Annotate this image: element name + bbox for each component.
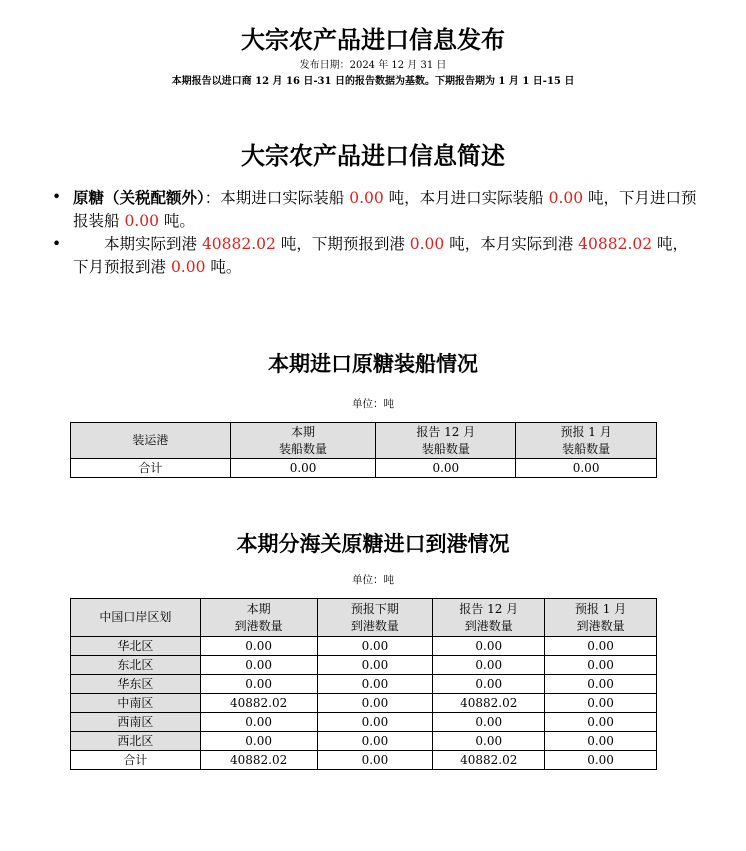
shipping-table [70,422,657,478]
header-report-month: 报告 12 月 装船数量 [376,423,516,459]
table-row [71,637,657,656]
table-header-row [71,423,657,459]
cell-value: 0.00 [200,656,317,675]
table-row-total [71,459,657,478]
cell-value: 0.00 [433,713,545,732]
cell-value: 0.00 [317,713,433,732]
table-header-row [71,599,657,637]
cell-value: 40882.02 [433,751,545,770]
summary-item-arrivals: • 本期实际到港 40882.02 吨，下期预报到港 0.00 吨，本月实际到港 40882.02 吨，下月预报到港 0.00 吨。 [52,233,702,279]
cell-value: 0.00 [545,713,657,732]
arrival-unit: 单位：吨 [352,574,394,586]
cell-value: 0.00 [545,637,657,656]
header-report-month: 报告 12 月 到港数量 [433,599,545,637]
row-label: 华东区 [71,675,201,694]
header-current-period: 本期 到港数量 [200,599,317,637]
header-region: 中国口岸区划 [71,599,201,637]
cell-value: 0.00 [200,732,317,751]
shipping-unit: 单位：吨 [352,398,394,410]
cell-value: 0.00 [317,694,433,713]
cell-value: 0.00 [545,656,657,675]
row-label: 华北区 [71,637,201,656]
cell-value: 0.00 [317,732,433,751]
cell-value: 40882.02 [200,694,317,713]
row-label: 东北区 [71,656,201,675]
value-shipped-month: 0.00 [548,189,584,207]
cell-value: 40882.02 [200,751,317,770]
value-arrived-month: 40882.02 [578,235,653,253]
cell-value: 0.00 [200,637,317,656]
summary-title: 大宗农产品进口信息简述 [241,142,505,170]
summary-item-label: 原糖（关税配额外） [73,188,205,207]
value-shipped-forecast: 0.00 [124,212,159,230]
row-label: 合计 [71,751,201,770]
cell-value: 0.00 [545,751,657,770]
report-period-notice: 本期报告以进口商 12 月 16 日-31 日的报告数据为基数。下期报告期为 1 月 1 日-15 日 [171,76,575,87]
row-label: 西南区 [71,713,201,732]
value-arrival-forecast-month: 0.00 [170,258,206,276]
header-forecast-month: 预报 1 月 到港数量 [545,599,657,637]
cell-value: 0.00 [433,675,545,694]
arrival-table [70,598,657,770]
header-forecast-month: 预报 1 月 装船数量 [516,423,657,459]
cell-value: 0.00 [545,732,657,751]
value-shipped-period: 0.00 [349,189,384,207]
value-arrival-forecast-next: 0.00 [409,235,445,253]
page-title: 大宗农产品进口信息发布 [241,26,505,54]
cell-value: 0.00 [433,732,545,751]
cell-value: 0.00 [317,751,433,770]
publish-date: 发布日期：2024 年 12 月 31 日 [299,60,447,71]
table-row [71,694,657,713]
table-row [71,713,657,732]
table-row-total [71,751,657,770]
row-label: 西北区 [71,732,201,751]
table-row [71,732,657,751]
summary-list [52,186,702,279]
cell-value: 0.00 [317,637,433,656]
cell-value: 0.00 [317,656,433,675]
value-arrived-period: 40882.02 [201,235,276,253]
cell-value: 0.00 [545,694,657,713]
cell-value: 0.00 [516,459,657,478]
shipping-section-title: 本期进口原糖装船情况 [268,352,478,376]
cell-value: 0.00 [433,656,545,675]
cell-value: 40882.02 [433,694,545,713]
cell-value: 0.00 [433,637,545,656]
cell-value: 0.00 [230,459,376,478]
header-current-period: 本期 装船数量 [230,423,376,459]
row-label: 合计 [71,459,231,478]
table-row [71,675,657,694]
cell-value: 0.00 [200,713,317,732]
header-forecast-next: 预报下期 到港数量 [317,599,433,637]
cell-value: 0.00 [545,675,657,694]
header-port: 装运港 [71,423,231,459]
cell-value: 0.00 [317,675,433,694]
cell-value: 0.00 [376,459,516,478]
table-row [71,656,657,675]
summary-item-raw-sugar: • 原糖（关税配额外）：本期进口实际装船 0.00 吨，本月进口实际装船 0.00 吨，下月进口预报装船 0.00 吨。 [52,186,702,233]
arrival-section-title: 本期分海关原糖进口到港情况 [236,532,510,556]
cell-value: 0.00 [200,675,317,694]
row-label: 中南区 [71,694,201,713]
